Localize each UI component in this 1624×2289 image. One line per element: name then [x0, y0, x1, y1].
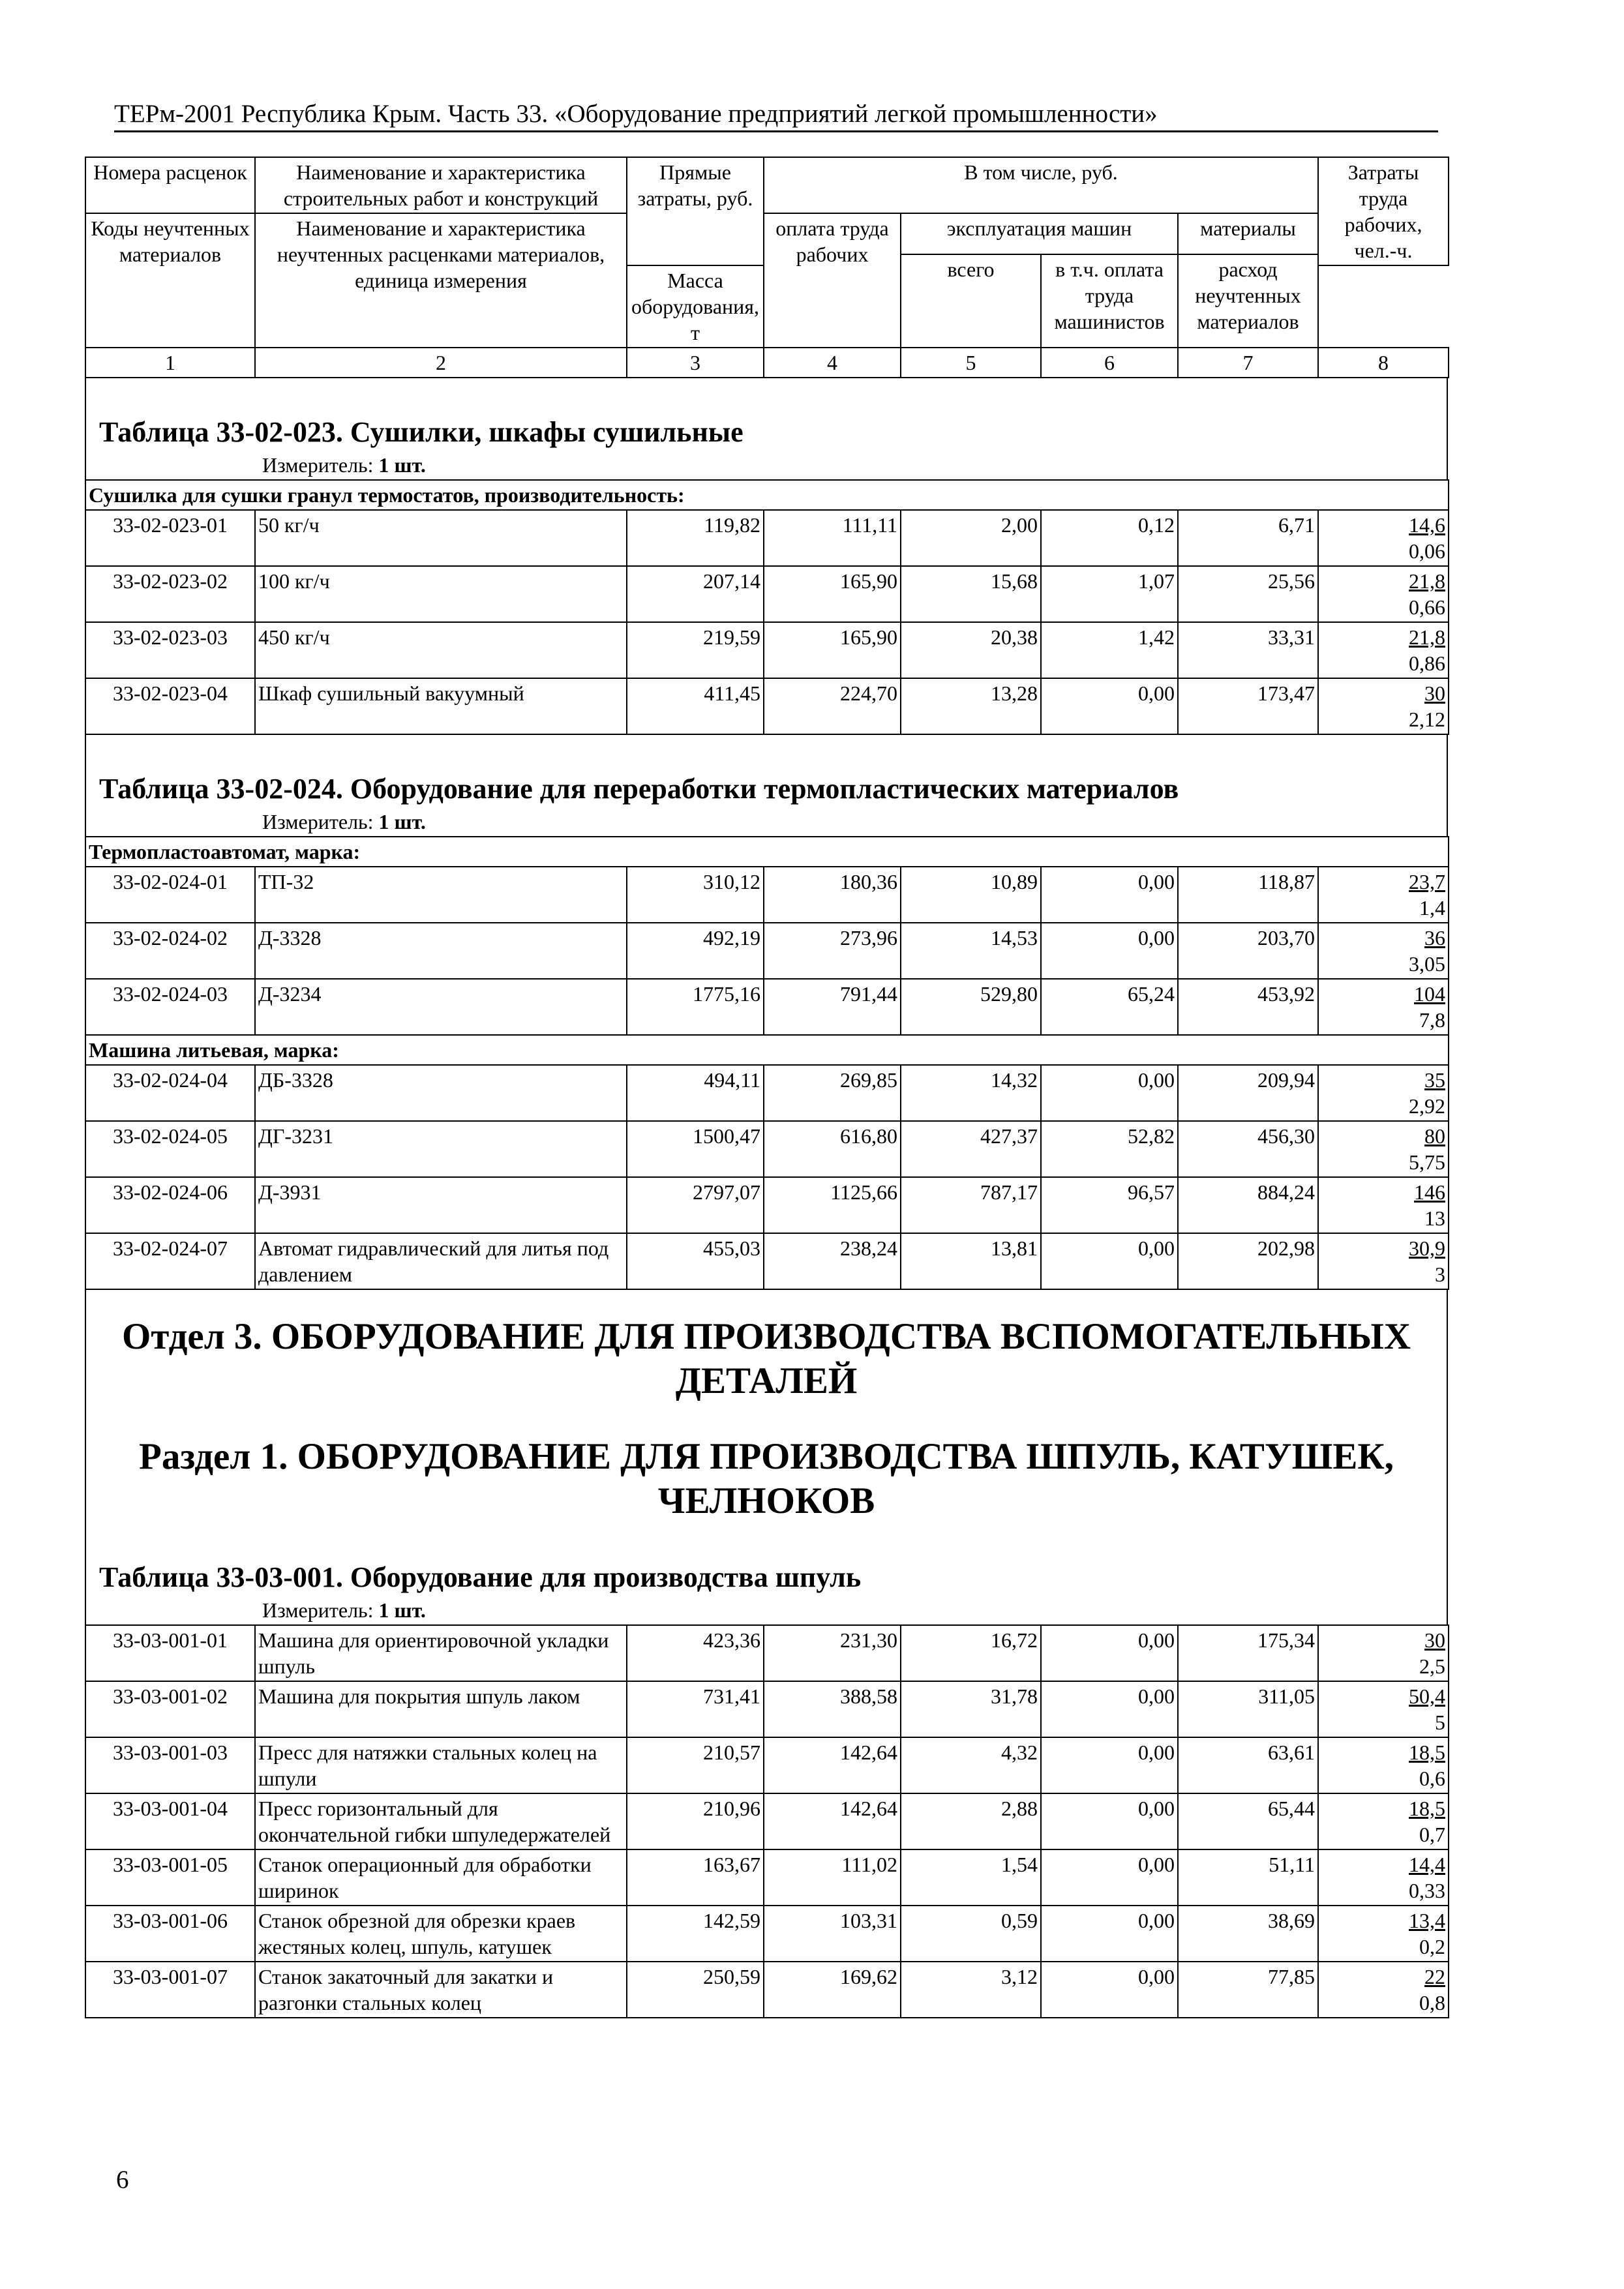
direct-costs: 492,19 — [627, 923, 764, 979]
materials-cost: 202,98 — [1178, 1233, 1318, 1289]
group-row — [85, 837, 1449, 867]
direct-costs: 411,45 — [627, 678, 764, 734]
labor-mass-cell — [1318, 1793, 1449, 1849]
group-row — [85, 1035, 1449, 1065]
worker-pay: 1125,66 — [764, 1177, 901, 1233]
labor-mass-cell — [1318, 1177, 1449, 1233]
machines-total: 2,00 — [901, 510, 1041, 566]
operator-pay: 0,00 — [1041, 678, 1178, 734]
table-title: Таблица 33-02-024. Оборудование для переработки термопластических материалов — [99, 773, 1179, 805]
rate-code: 33-02-024-03 — [85, 979, 255, 1035]
worker-pay: 165,90 — [764, 566, 901, 622]
rate-name: Машина для покрытия шпуль лаком — [255, 1681, 627, 1737]
equipment-mass: 5,75 — [1409, 1150, 1445, 1174]
rate-code: 33-02-024-06 — [85, 1177, 255, 1233]
labor-costs: 21,8 — [1409, 625, 1445, 649]
materials-cost: 456,30 — [1178, 1121, 1318, 1177]
labor-costs: 30 — [1424, 1628, 1445, 1652]
materials-cost: 33,31 — [1178, 622, 1318, 678]
rate-name: ДГ-3231 — [255, 1121, 627, 1177]
materials-cost: 6,71 — [1178, 510, 1318, 566]
direct-costs: 494,11 — [627, 1065, 764, 1121]
materials-cost: 77,85 — [1178, 1962, 1318, 2018]
materials-cost: 209,94 — [1178, 1065, 1318, 1121]
rate-code: 33-02-024-05 — [85, 1121, 255, 1177]
column-header-table — [85, 157, 1449, 378]
column-number: 4 — [764, 348, 901, 378]
rate-name: Станок операционный для обработки ширинок — [255, 1849, 627, 1906]
header-material-name: Наименование и характеристика неучтенных расценками материалов, единица измерения — [255, 213, 627, 348]
machines-total: 529,80 — [901, 979, 1041, 1035]
equipment-mass: 0,2 — [1419, 1935, 1445, 1958]
table-row — [85, 1233, 1449, 1289]
table-heading-block — [85, 735, 1448, 836]
labor-costs: 23,7 — [1409, 870, 1445, 893]
operator-pay: 0,00 — [1041, 1906, 1178, 1962]
equipment-mass: 3 — [1435, 1263, 1445, 1286]
worker-pay: 111,02 — [764, 1849, 901, 1906]
labor-costs: 80 — [1424, 1124, 1445, 1148]
measure-unit-label: Измеритель: — [262, 1598, 374, 1622]
labor-costs: 18,5 — [1409, 1741, 1445, 1764]
page-number: 6 — [116, 2166, 129, 2194]
table-row — [85, 1906, 1449, 1962]
rate-name: Д-3328 — [255, 923, 627, 979]
direct-costs: 219,59 — [627, 622, 764, 678]
worker-pay: 103,31 — [764, 1906, 901, 1962]
table-row — [85, 678, 1449, 734]
operator-pay: 0,00 — [1041, 1962, 1178, 2018]
column-number: 7 — [1178, 348, 1318, 378]
rate-code: 33-02-024-02 — [85, 923, 255, 979]
materials-cost: 203,70 — [1178, 923, 1318, 979]
labor-mass-cell — [1318, 1233, 1449, 1289]
direct-costs: 163,67 — [627, 1849, 764, 1906]
table-row — [85, 867, 1449, 923]
column-numbers-row — [85, 348, 1449, 378]
operator-pay: 65,24 — [1041, 979, 1178, 1035]
operator-pay: 0,00 — [1041, 1233, 1178, 1289]
equipment-mass: 0,8 — [1419, 1991, 1445, 2014]
rate-name: 450 кг/ч — [255, 622, 627, 678]
operator-pay: 52,82 — [1041, 1121, 1178, 1177]
equipment-mass: 0,66 — [1409, 595, 1445, 619]
rate-name: 100 кг/ч — [255, 566, 627, 622]
operator-pay: 0,00 — [1041, 1625, 1178, 1681]
rate-name: Автомат гидравлический для литья под давлением — [255, 1233, 627, 1289]
materials-cost: 311,05 — [1178, 1681, 1318, 1737]
rate-code: 33-02-023-04 — [85, 678, 255, 734]
table-row — [85, 923, 1449, 979]
labor-mass-cell — [1318, 1065, 1449, 1121]
table-row — [85, 1681, 1449, 1737]
column-number: 1 — [85, 348, 255, 378]
header-materials: материалы — [1178, 213, 1318, 254]
table-row — [85, 1625, 1449, 1681]
direct-costs: 207,14 — [627, 566, 764, 622]
group-label: Сушилка для сушки гранул термостатов, производительность: — [85, 480, 1449, 510]
rate-code: 33-03-001-06 — [85, 1906, 255, 1962]
running-head: ТЕРм-2001 Республика Крым. Часть 33. «Оборудование предприятий легкой промышленности» — [114, 98, 1438, 132]
worker-pay: 142,64 — [764, 1737, 901, 1793]
equipment-mass: 5 — [1435, 1711, 1445, 1734]
column-number: 5 — [901, 348, 1041, 378]
machines-total: 14,32 — [901, 1065, 1041, 1121]
labor-mass-cell — [1318, 923, 1449, 979]
header-worker-pay: оплата труда рабочих — [764, 213, 901, 348]
labor-costs: 36 — [1424, 926, 1445, 950]
worker-pay: 224,70 — [764, 678, 901, 734]
equipment-mass: 7,8 — [1419, 1008, 1445, 1032]
labor-mass-cell — [1318, 622, 1449, 678]
rate-name: Станок закаточный для закатки и разгонки стальных колец — [255, 1962, 627, 2018]
worker-pay: 238,24 — [764, 1233, 901, 1289]
machines-total: 2,88 — [901, 1793, 1041, 1849]
direct-costs: 142,59 — [627, 1906, 764, 1962]
column-number: 8 — [1318, 348, 1449, 378]
measure-unit — [99, 451, 1434, 479]
rate-name: ДБ-3328 — [255, 1065, 627, 1121]
operator-pay: 0,12 — [1041, 510, 1178, 566]
operator-pay: 0,00 — [1041, 1737, 1178, 1793]
materials-cost: 51,11 — [1178, 1849, 1318, 1906]
equipment-mass: 3,05 — [1409, 952, 1445, 976]
materials-cost: 175,34 — [1178, 1625, 1318, 1681]
operator-pay: 1,42 — [1041, 622, 1178, 678]
labor-mass-cell — [1318, 979, 1449, 1035]
equipment-mass: 1,4 — [1419, 896, 1445, 920]
worker-pay: 111,11 — [764, 510, 901, 566]
labor-costs: 50,4 — [1409, 1684, 1445, 1708]
worker-pay: 269,85 — [764, 1065, 901, 1121]
labor-mass-cell — [1318, 1681, 1449, 1737]
machines-total: 4,32 — [901, 1737, 1041, 1793]
column-number: 6 — [1041, 348, 1178, 378]
rate-name: Пресс для натяжки стальных колец на шпули — [255, 1737, 627, 1793]
direct-costs: 310,12 — [627, 867, 764, 923]
rate-name: Д-3931 — [255, 1177, 627, 1233]
equipment-mass: 0,6 — [1419, 1767, 1445, 1790]
equipment-mass: 2,5 — [1419, 1654, 1445, 1678]
direct-costs: 119,82 — [627, 510, 764, 566]
labor-mass-cell — [1318, 678, 1449, 734]
labor-costs: 21,8 — [1409, 569, 1445, 593]
worker-pay: 231,30 — [764, 1625, 901, 1681]
worker-pay: 791,44 — [764, 979, 901, 1035]
group-label: Термопластоавтомат, марка: — [85, 837, 1449, 867]
rate-table — [85, 1624, 1449, 2018]
rate-name: Пресс горизонтальный для окончательной гибки шпуледержателей — [255, 1793, 627, 1849]
materials-cost: 453,92 — [1178, 979, 1318, 1035]
table-row — [85, 622, 1449, 678]
labor-mass-cell — [1318, 1737, 1449, 1793]
operator-pay: 0,00 — [1041, 867, 1178, 923]
machines-total: 15,68 — [901, 566, 1041, 622]
table-title: Таблица 33-03-001. Оборудование для производства шпуль — [99, 1561, 862, 1593]
worker-pay: 388,58 — [764, 1681, 901, 1737]
labor-mass-cell — [1318, 1962, 1449, 2018]
rate-code: 33-03-001-04 — [85, 1793, 255, 1849]
table-row — [85, 1177, 1449, 1233]
materials-cost: 25,56 — [1178, 566, 1318, 622]
direct-costs: 455,03 — [627, 1233, 764, 1289]
equipment-mass: 2,92 — [1409, 1094, 1445, 1118]
rate-name: Д-3234 — [255, 979, 627, 1035]
table-row — [85, 1065, 1449, 1121]
table-row — [85, 1121, 1449, 1177]
rate-code: 33-02-024-07 — [85, 1233, 255, 1289]
group-row — [85, 480, 1449, 510]
labor-costs: 22 — [1424, 1965, 1445, 1988]
operator-pay: 96,57 — [1041, 1177, 1178, 1233]
machines-total: 0,59 — [901, 1906, 1041, 1962]
rate-code: 33-03-001-01 — [85, 1625, 255, 1681]
materials-cost: 38,69 — [1178, 1906, 1318, 1962]
direct-costs: 250,59 — [627, 1962, 764, 2018]
machines-total: 20,38 — [901, 622, 1041, 678]
header-including: В том числе, руб. — [764, 157, 1318, 213]
labor-mass-cell — [1318, 1121, 1449, 1177]
worker-pay: 169,62 — [764, 1962, 901, 2018]
header-rate-numbers: Номера расценок — [85, 157, 255, 213]
labor-costs: 13,4 — [1409, 1909, 1445, 1932]
rate-table — [85, 836, 1449, 1290]
labor-mass-cell — [1318, 510, 1449, 566]
machines-total: 3,12 — [901, 1962, 1041, 2018]
operator-pay: 0,00 — [1041, 1793, 1178, 1849]
rate-code: 33-03-001-05 — [85, 1849, 255, 1906]
group-label: Машина литьевая, марка: — [85, 1035, 1449, 1065]
worker-pay: 142,64 — [764, 1793, 901, 1849]
materials-cost: 65,44 — [1178, 1793, 1318, 1849]
table-heading-block — [85, 1290, 1448, 1624]
equipment-mass: 13 — [1424, 1206, 1445, 1230]
labor-costs: 14,4 — [1409, 1853, 1445, 1876]
measure-unit — [99, 1596, 1434, 1624]
table-row — [85, 1849, 1449, 1906]
labor-costs: 18,5 — [1409, 1797, 1445, 1820]
materials-cost: 173,47 — [1178, 678, 1318, 734]
rate-name: 50 кг/ч — [255, 510, 627, 566]
measure-unit-label: Измеритель: — [262, 810, 374, 833]
labor-mass-cell — [1318, 1625, 1449, 1681]
rate-code: 33-02-024-01 — [85, 867, 255, 923]
labor-costs: 35 — [1424, 1068, 1445, 1092]
direct-costs: 1500,47 — [627, 1121, 764, 1177]
table-row — [85, 510, 1449, 566]
rate-table — [85, 479, 1449, 735]
operator-pay: 0,00 — [1041, 1065, 1178, 1121]
labor-costs: 146 — [1414, 1180, 1445, 1204]
column-number: 3 — [627, 348, 764, 378]
operator-pay: 1,07 — [1041, 566, 1178, 622]
header-material-usage: расход неучтенных материалов — [1178, 254, 1318, 348]
labor-costs: 104 — [1414, 982, 1445, 1006]
rate-code: 33-03-001-02 — [85, 1681, 255, 1737]
equipment-mass: 0,86 — [1409, 651, 1445, 675]
machines-total: 14,53 — [901, 923, 1041, 979]
header-operator-pay: в т.ч. оплата труда машинистов — [1041, 254, 1178, 348]
table-row — [85, 1793, 1449, 1849]
machines-total: 427,37 — [901, 1121, 1041, 1177]
operator-pay: 0,00 — [1041, 1849, 1178, 1906]
direct-costs: 731,41 — [627, 1681, 764, 1737]
labor-mass-cell — [1318, 1906, 1449, 1962]
table-title: Таблица 33-02-023. Сушилки, шкафы сушильные — [99, 416, 744, 448]
direct-costs: 210,96 — [627, 1793, 764, 1849]
rate-code: 33-02-023-03 — [85, 622, 255, 678]
equipment-mass: 0,06 — [1409, 539, 1445, 563]
table-row — [85, 566, 1449, 622]
rate-code: 33-02-023-02 — [85, 566, 255, 622]
rate-name: Машина для ориентировочной укладки шпуль — [255, 1625, 627, 1681]
table-row — [85, 1737, 1449, 1793]
rate-tables — [85, 378, 1448, 2018]
rate-code: 33-03-001-03 — [85, 1737, 255, 1793]
rate-name: Станок обрезной для обрезки краев жестяных колец, шпуль, катушек — [255, 1906, 627, 1962]
rate-code: 33-03-001-07 — [85, 1962, 255, 2018]
rate-name: Шкаф сушильный вакуумный — [255, 678, 627, 734]
machines-total: 787,17 — [901, 1177, 1041, 1233]
labor-costs: 14,6 — [1409, 513, 1445, 537]
machines-total: 16,72 — [901, 1625, 1041, 1681]
direct-costs: 1775,16 — [627, 979, 764, 1035]
equipment-mass: 2,12 — [1409, 708, 1445, 731]
materials-cost: 884,24 — [1178, 1177, 1318, 1233]
header-equipment-mass: Масса оборудования, т — [627, 265, 764, 348]
worker-pay: 273,96 — [764, 923, 901, 979]
header-machines-total: всего — [901, 254, 1041, 348]
document-body — [85, 157, 1448, 2018]
measure-unit-value: 1 шт. — [378, 810, 426, 833]
labor-mass-cell — [1318, 566, 1449, 622]
rate-name: ТП-32 — [255, 867, 627, 923]
machines-total: 10,89 — [901, 867, 1041, 923]
equipment-mass: 0,33 — [1409, 1879, 1445, 1902]
worker-pay: 616,80 — [764, 1121, 901, 1177]
rate-code: 33-02-023-01 — [85, 510, 255, 566]
labor-mass-cell — [1318, 1849, 1449, 1906]
section-title: Раздел 1. ОБОРУДОВАНИЕ ДЛЯ ПРОИЗВОДСТВА ШПУЛЬ, КАТУШЕК, ЧЕЛНОКОВ — [139, 1436, 1394, 1521]
header-labor-costs: Затраты труда рабочих, чел.-ч. — [1318, 157, 1449, 265]
direct-costs: 423,36 — [627, 1625, 764, 1681]
operator-pay: 0,00 — [1041, 1681, 1178, 1737]
equipment-mass: 0,7 — [1419, 1823, 1445, 1846]
direct-costs: 210,57 — [627, 1737, 764, 1793]
direct-costs: 2797,07 — [627, 1177, 764, 1233]
machines-total: 31,78 — [901, 1681, 1041, 1737]
column-number: 2 — [255, 348, 627, 378]
measure-unit — [99, 807, 1434, 836]
worker-pay: 165,90 — [764, 622, 901, 678]
table-row — [85, 979, 1449, 1035]
machines-total: 1,54 — [901, 1849, 1041, 1906]
machines-total: 13,28 — [901, 678, 1041, 734]
rate-code: 33-02-024-04 — [85, 1065, 255, 1121]
header-direct-costs: Прямые затраты, руб. — [627, 157, 764, 265]
measure-unit-label: Измеритель: — [262, 453, 374, 477]
operator-pay: 0,00 — [1041, 923, 1178, 979]
table-heading-block — [85, 378, 1448, 479]
labor-costs: 30,9 — [1409, 1236, 1445, 1260]
measure-unit-value: 1 шт. — [378, 1598, 426, 1622]
labor-costs: 30 — [1424, 681, 1445, 705]
header-machines: эксплуатация машин — [901, 213, 1178, 254]
materials-cost: 118,87 — [1178, 867, 1318, 923]
department-title: Отдел 3. ОБОРУДОВАНИЕ ДЛЯ ПРОИЗВОДСТВА ВСПОМОГАТЕЛЬНЫХ ДЕТАЛЕЙ — [121, 1316, 1411, 1401]
machines-total: 13,81 — [901, 1233, 1041, 1289]
header-work-name: Наименование и характеристика строительных работ и конструкций — [255, 157, 627, 213]
labor-mass-cell — [1318, 867, 1449, 923]
table-row — [85, 1962, 1449, 2018]
worker-pay: 180,36 — [764, 867, 901, 923]
header-material-codes: Коды неучтенных материалов — [85, 213, 255, 348]
materials-cost: 63,61 — [1178, 1737, 1318, 1793]
measure-unit-value: 1 шт. — [378, 453, 426, 477]
